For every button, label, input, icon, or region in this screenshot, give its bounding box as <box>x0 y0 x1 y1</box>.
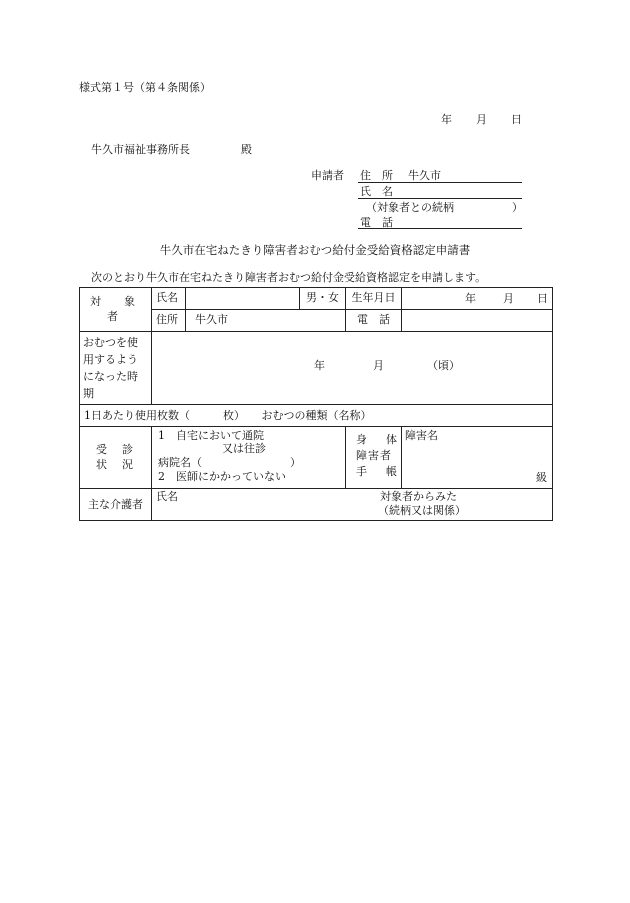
disability-name-label: 障害名 <box>405 429 438 443</box>
consult-option-1: 1 自宅において通院 <box>158 429 264 443</box>
consult-field[interactable] <box>152 427 346 489</box>
phone-label: 電 話 <box>346 310 402 332</box>
applicant-relation-label: （対象者との続柄 <box>366 201 454 214</box>
start-month: 月 <box>373 359 384 372</box>
addressee-honorific: 殿 <box>241 143 252 156</box>
caregiver-relation-label-2: （続柄又は関係） <box>378 504 466 518</box>
birth-label: 生年月日 <box>346 288 402 310</box>
addressee-office: 牛久市福祉事務所長 <box>91 143 190 156</box>
caregiver-label: 主な介護者 <box>80 489 152 521</box>
caregiver-field[interactable] <box>152 489 553 521</box>
applicant-name-line <box>358 198 522 199</box>
address-field[interactable] <box>186 310 346 332</box>
consult-option-1b: 又は往診 <box>222 442 266 456</box>
applicant-address-line <box>358 182 522 183</box>
daily-count-row[interactable]: 1日あたり使用枚数（ 枚） おむつの種類（名称） <box>80 405 553 427</box>
applicant-label: 申請者 <box>311 169 344 182</box>
sex-label[interactable]: 男・女 <box>300 288 346 310</box>
address-value: 牛久市 <box>195 313 228 327</box>
diaper-start-field[interactable] <box>152 332 553 405</box>
applicant-phone-label: 電 話 <box>360 216 393 229</box>
diaper-start-label: おむつを使用するようになった時期 <box>80 332 152 405</box>
date-month-label: 月 <box>476 113 487 126</box>
date-year-label: 年 <box>441 113 452 126</box>
date-day-label: 日 <box>511 113 522 126</box>
handbook-label-3: 手 帳 <box>356 465 401 479</box>
birth-day: 日 <box>537 292 548 305</box>
hospital-name-label: 病院名（ <box>158 456 202 470</box>
address-label: 住所 <box>152 310 186 332</box>
name-field[interactable] <box>186 288 300 310</box>
phone-field[interactable] <box>402 310 553 332</box>
consult-label: 受 診 状 況 <box>80 427 152 489</box>
handbook-label-1: 身 体 <box>356 433 401 447</box>
intro-text: 次のとおり牛久市在宅ねたきり障害者おむつ給付金受給資格認定を申請します。 <box>91 271 487 284</box>
applicant-name-label: 氏 名 <box>360 185 393 198</box>
hospital-name-close: ） <box>290 456 301 470</box>
start-year: 年 <box>314 359 325 372</box>
caregiver-relation-label-1: 対象者からみた <box>380 490 457 504</box>
subject-label: 対 象 者 <box>80 288 152 332</box>
start-approx: （頃） <box>427 359 460 372</box>
application-table <box>79 287 553 521</box>
birth-field[interactable] <box>402 288 553 310</box>
birth-year: 年 <box>465 292 476 305</box>
disability-field[interactable] <box>402 427 553 489</box>
handbook-label <box>346 427 402 489</box>
form-number: 様式第１号（第４条関係） <box>79 81 211 94</box>
handbook-label-2: 障害者 <box>356 449 392 463</box>
applicant-phone-line <box>358 228 522 229</box>
name-label: 氏名 <box>152 288 186 310</box>
caregiver-name-label: 氏名 <box>156 490 178 504</box>
applicant-address-value: 牛久市 <box>408 169 441 182</box>
applicant-address-label: 住 所 <box>360 169 393 182</box>
document-title: 牛久市在宅ねたきり障害者おむつ給付金受給資格認定申請書 <box>159 243 471 257</box>
applicant-relation-close: ） <box>512 201 523 214</box>
grade-label: 級 <box>536 471 547 485</box>
consult-option-2: 2 医師にかかっていない <box>158 470 286 484</box>
birth-month: 月 <box>503 292 514 305</box>
